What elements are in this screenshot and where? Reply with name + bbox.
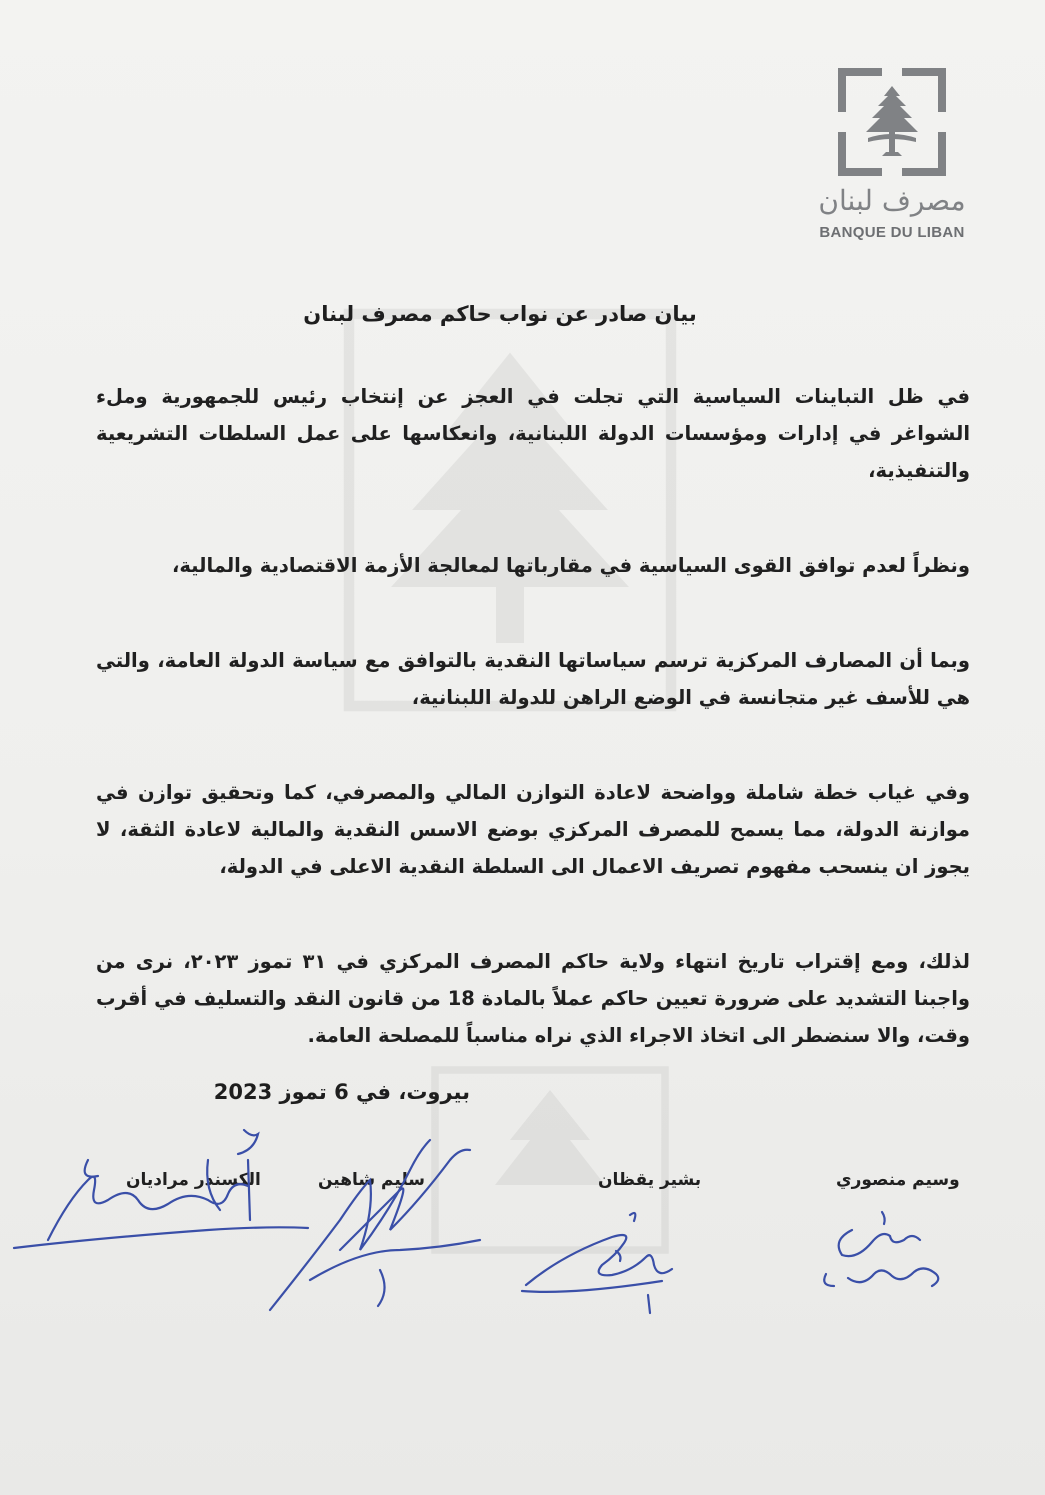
bank-logo: [812, 68, 972, 248]
signatory-name-2: بشير يقظان: [598, 1170, 702, 1190]
paragraph-2: ونظراً لعدم توافق القوى السياسية في مقارباتها لمعالجة الأزمة الاقتصادية والمالية،: [171, 554, 970, 577]
signature-1: [812, 1190, 962, 1300]
signatory-name-1: وسيم منصوري: [836, 1170, 960, 1190]
signature-2: [512, 1195, 702, 1315]
cedar-logo-icon: [838, 68, 946, 176]
bank-name-arabic: مصرف لبنان: [818, 184, 966, 217]
signature-4: [8, 1120, 318, 1270]
paragraph-5: لذلك، ومع إقتراب تاريخ انتهاء ولاية حاكم المصرف المركزي في ٣١ تموز ٢٠٢٣، نرى من واجبنا التشديد على ضرورة تعيين حاكم عملاً بالمادة 18 من قانون النقد والتسليف في أقرب وقت، والا سنضطر الى اتخاذ الاجراء الذي نراه مناسباً للمصلحة العامة.: [96, 950, 970, 1047]
paragraph-1: في ظل التباينات السياسية التي تجلت في العجز عن إنتخاب رئيس للجمهورية وملء الشواغر في إدارات ومؤسسات الدولة اللبنانية، وانعكاسها على عمل السلطات التشريعية والتنفيذية،: [96, 385, 970, 482]
signatory-name-4: الكسندر مراديان: [126, 1170, 261, 1190]
paragraph-3: وبما أن المصارف المركزية ترسم سياساتها النقدية بالتوافق مع سياسة الدولة العامة، والتي هي للأسف غير متجانسة في الوضع الراهن للدولة اللبنانية،: [96, 649, 970, 709]
place-date: بيروت، في 6 تموز 2023: [213, 1080, 470, 1104]
bank-name-english: BANQUE DU LIBAN: [819, 224, 965, 241]
paragraph-4: وفي غياب خطة شاملة وواضحة لاعادة التوازن المالي والمصرفي، كما وتحقيق توازن في موازنة الدولة، مما يسمح للمصرف المركزي بوضع الاسس النقدية والمالية لاعادة الثقة، لا يجوز ان ينسحب مفهوم تصريف الاعمال الى السلطة النقدية الاعلى في الدولة،: [96, 781, 970, 878]
statement-body: [96, 378, 970, 1112]
signatory-name-3: سليم شاهين: [318, 1170, 425, 1190]
statement-title: بيان صادر عن نواب حاكم مصرف لبنان: [303, 302, 697, 326]
